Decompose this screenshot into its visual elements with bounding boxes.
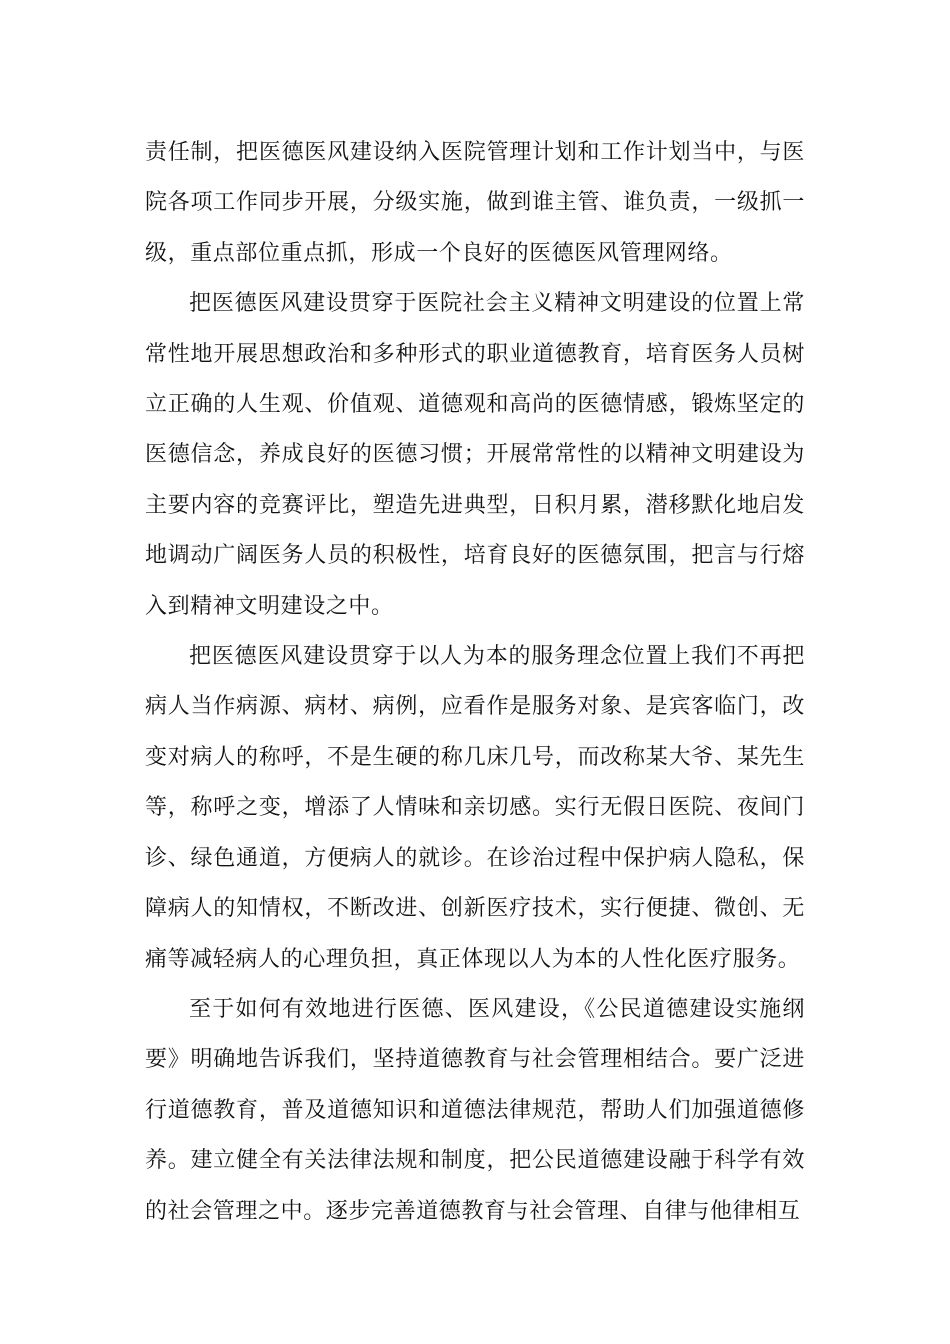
paragraph-2: 把医德医风建设贯穿于医院社会主义精神文明建设的位置上常常性地开展思想政治和多种形式的职业道德教育，培育医务人员树立正确的人生观、价值观、道德观和高尚的医德情感，锻炼坚定的医德信念，养成良好的医德习惯；开展常常性的以精神文明建设为主要内容的竞赛评比，塑造先进典型，日积月累，潜移默化地启发地调动广阔医务人员的积极性，培育良好的医德氛围，把言与行熔入到精神文明建设之中。 (145, 291, 805, 619)
document-page (145, 128, 805, 1237)
paragraph-1: 责任制，把医德医风建设纳入医院管理计划和工作计划当中，与医院各项工作同步开展，分级实施，做到谁主管、谁负责，一级抓一级，重点部位重点抓，形成一个良好的医德医风管理网络。 (145, 140, 805, 266)
paragraph-3: 把医德医风建设贯穿于以人为本的服务理念位置上我们不再把病人当作病源、病材、病例，应看作是服务对象、是宾客临门，改变对病人的称呼，不是生硬的称几床几号，而改称某大爷、某先生等，称呼之变，增添了人情味和亲切感。实行无假日医院、夜间门诊、绿色通道，方便病人的就诊。在诊治过程中保护病人隐私，保障病人的知情权，不断改进、创新医疗技术，实行便捷、微创、无痛等减轻病人的心理负担，真正体现以人为本的人性化医疗服务。 (145, 644, 805, 972)
paragraph-4: 至于如何有效地进行医德、医风建设，《公民道德建设实施纲要》明确地告诉我们，坚持道德教育与社会管理相结合。要广泛进行道德教育，普及道德知识和道德法律规范，帮助人们加强道德修养。建立健全有关法律法规和制度，把公民道德建设融于科学有效的社会管理之中。逐步完善道德教育与社会管理、自律与他律相互 (145, 996, 805, 1224)
